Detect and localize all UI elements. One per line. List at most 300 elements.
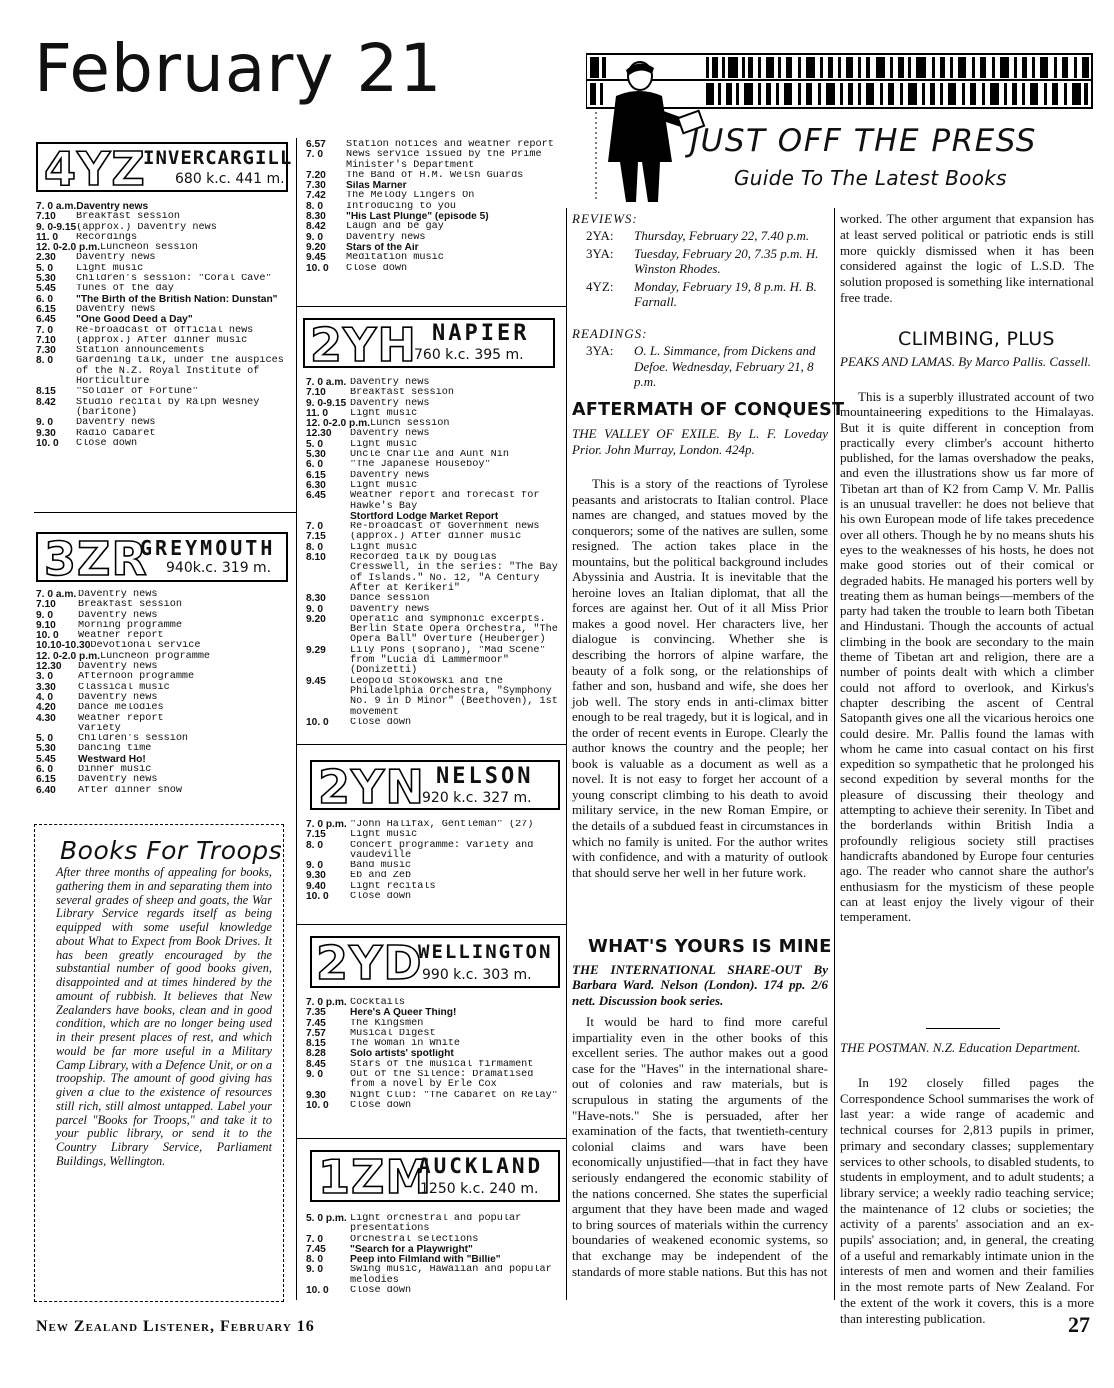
schedule-row	[306, 594, 560, 604]
schedule-row	[306, 243, 560, 253]
schedule-programme: Close down	[346, 263, 408, 274]
section-rule	[926, 1028, 1000, 1029]
schedule-row	[36, 590, 288, 600]
schedule-time: 7. 0 a.m.	[36, 589, 77, 600]
schedule-time: 8. 0	[306, 541, 323, 553]
schedule-programme: Morning programme	[78, 620, 182, 631]
schedule-time: 8. 0	[306, 200, 323, 212]
schedule-time: 7.30	[306, 180, 326, 192]
schedule-programme: Children's session	[78, 734, 189, 745]
schedule-row	[306, 718, 560, 728]
schedule-row	[36, 786, 288, 796]
schedule-time: 7.15	[306, 531, 326, 543]
schedule-programme: Close down	[76, 438, 138, 449]
schedule-row	[306, 253, 560, 263]
schedule-programme: Studio recital by Ralph Wesney (baritone)	[76, 397, 260, 418]
schedule-row	[36, 336, 288, 346]
schedule-programme: Daventry news	[76, 304, 156, 315]
schedule-row	[36, 295, 288, 305]
schedule-programme: Lily Pons (soprano), "Mad Scene" from "Lucia di Lammermoor" (Donizetti)	[350, 645, 546, 677]
schedule-row	[36, 264, 288, 274]
schedule-row	[36, 346, 288, 356]
schedule-row	[36, 253, 288, 263]
schedule-time: 7.57	[306, 1027, 326, 1039]
schedule-programme: Recorded talk by Douglas Cresswell, in the series: "The Bay of Islands." No. 12, "A Century After at Kerikeri"	[350, 553, 558, 594]
schedule-programme: Stortford Lodge Market Report	[350, 511, 499, 522]
schedule-time: 8.15	[306, 1038, 326, 1050]
schedule-programme: Breakfast session	[350, 388, 454, 399]
schedule-programme: Gardening talk, under the auspices of the N.Z. Royal Institute of Horticulture	[76, 356, 284, 388]
schedule-programme: "Search for a Playwright"	[350, 1244, 473, 1255]
schedule-time: 10. 0	[306, 1099, 329, 1111]
schedule-programme: Uncle Charlie and Aunt Nin	[350, 450, 509, 461]
section-rule	[296, 924, 566, 925]
schedule-row	[306, 202, 560, 212]
schedule-programme: Operatic and symphonic excerpts. Berlin State Opera Orchestra, "The Opera Ball" Overture (Heuberger)	[350, 614, 558, 646]
station-name: GREYMOUTH	[140, 536, 276, 560]
schedule-time: 8.10	[306, 552, 326, 564]
schedule-time: 7. 0 a.m.	[36, 201, 77, 212]
article-text-yours: It would be hard to find more careful impartiality even in the other books of this excellent series. The author makes out a good case for the "Haves" in the international share-out of colonies and raw materials, but is scrupulous in stating the arguments of the "Have-nots." She is persuaded, after her examination of the facts, that twentieth-century colonial claims and wars have been economically unjustified—that in fact they have seriously endangered the economic stability of the nations concerned. She states the superficial argument that they have been made and waged to bring sources of materials within the currency boundaries of weakened economic systems, so that exchange may be independent of the standards of more stable nations. But this has not	[572, 1014, 828, 1279]
schedule-row	[36, 611, 288, 621]
article-book-postman: THE POSTMAN. N.Z. Education Department.	[840, 1040, 1081, 1055]
schedule-programme: Devotional service	[90, 641, 201, 652]
schedule-row	[306, 553, 560, 594]
schedule-time: 6.45	[306, 490, 326, 502]
schedule-programme: Solo artists' spotlight	[350, 1049, 454, 1060]
schedule-programme: Night Club: "The Cabaret on Relay"	[350, 1090, 558, 1101]
schedule-time: 8.45	[306, 1058, 326, 1070]
schedule-time: 9.29	[306, 644, 326, 656]
article-text-conquest: This is a story of the reactions of Tyrolese peasants and aristocrats to Italian control. Place names are changed, and statues moved by the conquerors; some of the natives are sullen, some resigned. The action takes place in the mountains, but the political background includes Abyssinia and Austria. It is inevitable that the heroine loves an Italian diplomat, that all the forces are against her. Out of it all Miss Prior makes a good novel. Her characters live, her dialogue is convincing. Whether she is describing the horrors of alpine warfare, the beauty of a folk song, or the relationships of father and son, husband and wife, she does her job well. The story ends in anti-climax bitter enough to be real tragedy, but it is logical, and in the order of recent events in Europe. Clearly the author knows the country and the people; her book is valuable as a document as well as a novel. It is not easy to forget her account of a young conscript climbing to his death to avoid military service, in the new Roman Empire, or the details of a subdued feast in circumstances in which no family is united. For the author writes with confidence, and with a maturity of outlook that should serve her well in her future work.	[572, 476, 828, 880]
review-station: 4YZ:	[586, 278, 614, 294]
schedule-time: 3. 0	[36, 671, 53, 683]
schedule-programme: Introducing to you	[346, 201, 457, 212]
schedule-row	[306, 998, 560, 1008]
schedule-time: 9.45	[306, 675, 326, 687]
schedule-time: 5.45	[36, 283, 56, 295]
schedule-row	[36, 243, 288, 253]
schedule-programme: (approx.) Daventry news	[76, 222, 217, 233]
schedule-row	[36, 284, 288, 294]
schedule-time: 9.10	[36, 619, 56, 631]
schedule-time: 8. 0	[36, 355, 53, 367]
station-frequency: 680 k.c. 441 m.	[175, 171, 285, 187]
schedule-row	[306, 615, 560, 646]
schedule-row	[36, 398, 288, 419]
schedule-row	[36, 672, 288, 682]
schedule-programme: Breakfast session	[76, 212, 180, 223]
schedule-1zm	[306, 1214, 560, 1296]
review-detail: Monday, February 19, 8 p.m. H. B. Farnall.	[634, 278, 817, 309]
schedule-row	[306, 522, 560, 532]
schedule-time: 9. 0	[306, 603, 323, 615]
review-detail: Tuesday, February 20, 7.35 p.m. H. Winston Rhodes.	[634, 245, 819, 276]
schedule-time: 12.30	[306, 428, 332, 440]
schedule-programme: Eb and Zeb	[350, 871, 412, 882]
schedule-programme: Breakfast session	[78, 600, 182, 611]
schedule-row	[306, 419, 560, 429]
schedule-programme: Here's A Queer Thing!	[350, 1008, 457, 1019]
schedule-programme: Daventry news	[78, 662, 158, 673]
schedule-time: 7. 0	[306, 149, 323, 161]
schedule-row	[36, 744, 288, 754]
schedule-programme: "John Halifax, Gentleman" (27)	[350, 820, 534, 830]
schedule-time: 5.30	[36, 743, 56, 755]
article-heading-climbing: CLIMBING, PLUS	[898, 328, 1055, 350]
section-rule	[296, 1138, 566, 1139]
station-name: NAPIER	[432, 321, 530, 346]
schedule-programme: Recordings	[76, 232, 138, 243]
schedule-row	[306, 1029, 560, 1039]
reading-station: 3YA:	[586, 343, 614, 358]
schedule-row	[36, 621, 288, 631]
footer-left: New Zealand Listener, February 16	[36, 1318, 315, 1335]
schedule-time: 12. 0-2.0 p.m.	[306, 418, 370, 430]
schedule-time: 7.30	[36, 345, 56, 357]
schedule-time: 10. 0	[306, 891, 329, 903]
schedule-programme: Close down	[350, 1286, 412, 1297]
reading-detail: O. L. Simmance, from Dickens and Defoe. Wednesday, February 21, 8 p.m.	[634, 343, 816, 389]
schedule-programme: Daventry news	[350, 604, 430, 615]
schedule-continued	[306, 140, 560, 274]
schedule-row	[36, 326, 288, 336]
article-heading-conquest: AFTERMATH OF CONQUEST	[572, 400, 845, 420]
schedule-row	[306, 140, 560, 150]
schedule-programme: Classical music	[78, 682, 170, 693]
schedule-programme: Dinner music	[78, 765, 152, 776]
schedule-programme: Light music	[350, 830, 418, 841]
schedule-programme: Daventry news	[350, 378, 430, 388]
schedule-time: 7. 0 p.m.	[306, 997, 347, 1008]
station-frequency: 1250 k.c. 240 m.	[420, 1181, 539, 1197]
schedule-row	[36, 662, 288, 672]
schedule-programme: Station notices and weather report	[346, 140, 554, 150]
schedule-row	[36, 755, 288, 765]
schedule-programme: Close down	[350, 892, 412, 903]
schedule-time: 10. 0	[306, 716, 329, 728]
schedule-programme: Concert programme: Variety and vaudeville	[350, 840, 534, 861]
schedule-time: 7.45	[306, 1017, 326, 1029]
schedule-programme: Luncheon programme	[100, 651, 211, 662]
schedule-programme: Orchestral selections	[350, 1234, 479, 1245]
schedule-time: 7. 0 a.m.	[306, 377, 347, 388]
schedule-programme: "His Last Plunge" (episode 5)	[346, 212, 489, 223]
schedule-programme: Children's session: "Coral Cave"	[76, 274, 272, 285]
schedule-programme: Daventry news	[350, 470, 430, 481]
schedule-programme: Daventry news	[76, 202, 149, 212]
schedule-time: 9. 0	[306, 231, 323, 243]
schedule-row	[306, 378, 560, 388]
schedule-row	[306, 264, 560, 274]
schedule-programme: "The Japanese Houseboy"	[350, 460, 491, 471]
schedule-time: 12. 0-2.0 p.m.	[36, 242, 100, 254]
schedule-row	[36, 387, 288, 397]
schedule-programme: Daventry news	[76, 253, 156, 264]
schedule-3zr	[36, 590, 288, 796]
schedule-programme: Light recitals	[350, 881, 436, 892]
schedule-programme: Out of the Silence: Dramatised from a novel by Erle Cox	[350, 1070, 534, 1091]
schedule-time: 6.15	[36, 303, 56, 315]
schedule-programme: Daventry news	[78, 590, 158, 600]
schedule-time: 2.30	[36, 252, 56, 264]
schedule-row	[306, 841, 560, 862]
schedule-programme: Lunch session	[370, 419, 450, 430]
schedule-programme: Silas Marner	[346, 181, 407, 192]
schedule-row	[306, 171, 560, 181]
schedule-time: 5. 0	[306, 438, 323, 450]
schedule-time: 10. 0	[36, 437, 59, 449]
schedule-time: 9. 0	[36, 609, 53, 621]
press-heading: JUST OFF THE PRESS	[690, 123, 1037, 159]
schedule-row	[306, 861, 560, 871]
schedule-programme: "The Birth of the British Nation: Dunstan"	[76, 294, 278, 305]
schedule-programme: Re-broadcast of Government news	[350, 522, 540, 533]
station-callsign: 4YZ	[44, 142, 146, 196]
schedule-row	[306, 1091, 560, 1101]
schedule-programme: News service issued by the Prime Minister's Department	[346, 150, 542, 171]
station-callsign: 2YD	[316, 936, 423, 990]
schedule-row	[36, 714, 288, 724]
station-callsign: 2YH	[310, 318, 417, 372]
schedule-programme: Radio Cabaret	[76, 428, 156, 439]
schedule-row	[36, 683, 288, 693]
schedule-time: 8.30	[306, 211, 326, 223]
schedule-time: 6. 0	[36, 764, 53, 776]
schedule-programme: Light orchestral and popular presentations	[350, 1214, 522, 1235]
schedule-programme: Westward Ho!	[78, 754, 146, 765]
schedule-row	[36, 734, 288, 744]
schedule-programme: Afternoon programme	[78, 672, 195, 683]
schedule-row	[306, 1039, 560, 1049]
schedule-programme: Dance session	[350, 594, 430, 605]
schedule-time: 7.35	[306, 1007, 326, 1019]
schedule-row	[306, 1060, 560, 1070]
schedule-time: 6.15	[36, 774, 56, 786]
schedule-programme: Tunes of the day	[76, 284, 174, 295]
schedule-time: 12. 0-2.0 p.m.	[36, 650, 100, 662]
schedule-row	[36, 775, 288, 785]
schedule-row	[306, 440, 560, 450]
schedule-time: 5. 0 p.m.	[306, 1213, 347, 1224]
schedule-time: 5.30	[306, 449, 326, 461]
schedule-4yz	[36, 202, 288, 449]
station-frequency: 760 k.c. 395 m.	[414, 347, 524, 363]
schedule-row	[306, 150, 560, 171]
station-frequency: 920 k.c. 327 m.	[422, 790, 532, 806]
schedule-time: 5.30	[36, 273, 56, 285]
schedule-time: 5. 0	[36, 262, 53, 274]
schedule-time: 8.15	[36, 386, 56, 398]
schedule-time: 9.30	[306, 870, 326, 882]
section-rule	[296, 744, 566, 745]
station-callsign: 2YN	[318, 760, 425, 814]
schedule-programme: The Kingsmen	[350, 1018, 424, 1029]
schedule-row	[306, 871, 560, 881]
schedule-time: 10. 0	[306, 262, 329, 274]
schedule-programme: The Melody Lingers On	[346, 191, 475, 202]
schedule-time: 12.30	[36, 661, 62, 673]
schedule-row	[306, 882, 560, 892]
schedule-time: 9. 0	[306, 1264, 323, 1276]
schedule-time: 7.10	[36, 599, 56, 611]
readings-list	[572, 343, 828, 390]
schedule-row	[306, 892, 560, 902]
station-name: NELSON	[436, 764, 534, 789]
schedule-programme: (approx.) After dinner music	[350, 532, 522, 543]
column-rule	[296, 138, 297, 1300]
schedule-time: 5. 0	[36, 733, 53, 745]
schedule-row	[306, 191, 560, 201]
schedule-row	[306, 1101, 560, 1111]
schedule-programme: (approx.) After dinner music	[76, 335, 248, 346]
station-name: AUCKLAND	[418, 1154, 544, 1178]
article-book-yours: THE INTERNATIONAL SHARE-OUT By Barbara Ward. Nelson (London). 174 pp. 2/6 nett. Discussion book series.	[572, 962, 828, 1008]
schedule-time: 6.45	[36, 314, 56, 326]
schedule-row	[306, 1214, 560, 1235]
schedule-row	[306, 532, 560, 542]
schedule-row	[306, 450, 560, 460]
schedule-programme: Leopold Stokowski and the Philadelphia Orchestra, "Symphony No. 9 in D Minor" (Beethoven), 1st movement	[350, 676, 558, 718]
review-station: 3YA:	[586, 245, 614, 261]
schedule-time: 7.42	[306, 190, 326, 202]
press-subheading: Guide To The Latest Books	[734, 166, 1007, 190]
schedule-row	[306, 1008, 560, 1018]
schedule-time: 7. 0	[306, 1233, 323, 1245]
schedule-time: 4.20	[36, 702, 56, 714]
schedule-row	[306, 181, 560, 191]
schedule-programme: Daventry news	[350, 429, 430, 440]
schedule-programme: Daventry news	[78, 692, 158, 703]
schedule-row	[306, 543, 560, 553]
schedule-programme: Daventry news	[78, 610, 158, 621]
schedule-time: 9.45	[306, 252, 326, 264]
schedule-time: 7.45	[306, 1243, 326, 1255]
schedule-row	[306, 512, 560, 522]
schedule-time: 6. 0	[306, 459, 323, 471]
schedule-programme: Light music	[350, 439, 418, 450]
schedule-time: 6. 0	[36, 293, 53, 305]
schedule-row	[306, 1265, 560, 1286]
schedule-time: 6.40	[36, 784, 56, 796]
schedule-programme: Daventry news	[346, 232, 426, 243]
column-rule	[566, 208, 567, 1300]
schedule-programme: Light music	[350, 480, 418, 491]
schedule-time: 7.10	[306, 387, 326, 399]
schedule-time: 7.10	[36, 334, 56, 346]
troops-text: After three months of appealing for books, gathering them in and separating them into several grades of sheep and goats, the War Library Service regards itself as being equipped with some useful knowledge about What to Expect from Book Drives. It has been greatly encouraged by the substantial number of good books given, disappointed and at times hindered by the amount of rubbish. It believes that New Zealanders have books, clean and in good condition, which are no longer being used in their present places of rest, and which would be far more useful in a Military Camp Library, with a Defence Unit, or on a troopship. The amount of good giving has given a clue to the existence of resources still rich, still almost untapped. Label your parcel "Books for Troops," and take it to your public library, or send it to the Country Library Service, Parliament Buildings, Wellington.	[56, 865, 272, 1168]
schedule-programme: Light music	[350, 408, 418, 419]
page-number: 27	[1068, 1312, 1090, 1337]
schedule-row	[306, 1049, 560, 1059]
schedule-row	[36, 600, 288, 610]
reader-figure	[596, 62, 704, 202]
schedule-time: 8.28	[306, 1048, 326, 1060]
schedule-row	[306, 212, 560, 222]
schedule-programme: Station announcements	[76, 346, 205, 357]
schedule-programme: Weather report	[78, 713, 164, 724]
schedule-time: 11. 0	[36, 231, 59, 243]
schedule-row	[36, 765, 288, 775]
schedule-programme: Peep into Filmland with "Billie"	[350, 1255, 501, 1266]
schedule-time: 9.20	[306, 241, 326, 253]
article-text-climbing: This is a superbly illustrated account of two mountaineering expeditions to the Himalayas. But it is quite different in conception from practically every climber's account hitherto published, for the lamas overshadow the peaks, and even the illustrations show us far more of Tibetan art than of K2 from Camp V. Mr. Pallis is an unusual traveller: he does not believe that his own European mode of life takes precedence over all others. Though he by no means shuts his eyes to the weaknesses of his hosts, he does not make good stories out of their comical or degraded habits. He managed his porters well by treating them as human beings—members of the party had taken the trouble to learn both Tibetan and Hindustani. Though the accounts of actual climbing in the book are secondary to the main theme of Tibetan art and religion, there are a number of points dealt with which a climber could not afford to overlook, and Kirkus's chapter describing the ascent of Central Satopanth gives one all the vicarious heroics one could desire. Mr. Pallis found the lamas with whom he came into casual contact on his first expedition so sympathetic that he prolonged his second expedition by several months for the pleasure of discussing their theology and attempting to achieve their serenity. In Tibet and the borderlands within British India a profoundly religious society still practises handicrafts abandoned by Europe four centuries ago. The reader who cannot share the author's enthusiasm for the mysticism of these people can at least enjoy the lively vigour of their temperament.	[840, 389, 1094, 925]
article-heading-yours: WHAT'S YOURS IS MINE	[588, 936, 832, 957]
schedule-programme: Close down	[350, 1100, 412, 1111]
schedule-programme: Daventry news	[76, 418, 156, 429]
troops-heading: Books For Troops	[60, 836, 283, 865]
schedule-row	[306, 471, 560, 481]
schedule-programme: The Band of H.M. Welsh Guards	[346, 170, 524, 181]
schedule-time: 9.30	[306, 1089, 326, 1101]
schedule-programme: "Soldier of Fortune"	[76, 387, 199, 398]
schedule-row	[36, 223, 288, 233]
article-book-climbing: PEAKS AND LAMAS. By Marco Pallis. Cassell.	[840, 354, 1091, 369]
schedule-time: 7. 0	[306, 521, 323, 533]
article-text-col4-top: worked. The other argument that expansion has at least served political or patriotic ends is still more quickly dismissed when it has been considered against the logic of L.S.D. The solution proposed is something like international free trade.	[840, 211, 1094, 305]
schedule-row	[306, 481, 560, 491]
schedule-row	[306, 1235, 560, 1245]
schedule-programme: Meditation music	[346, 253, 444, 264]
schedule-row	[306, 233, 560, 243]
section-rule	[296, 306, 566, 307]
schedule-programme: Re-broadcast of official news	[76, 325, 254, 336]
station-callsign: 3ZR	[44, 532, 148, 586]
schedule-programme: Cocktails	[350, 998, 406, 1008]
schedule-row	[306, 429, 560, 439]
schedule-time: 7. 0 p.m.	[306, 819, 347, 830]
schedule-row	[306, 222, 560, 232]
schedule-programme: Daventry news	[350, 398, 430, 409]
schedule-row	[306, 677, 560, 718]
schedule-row	[306, 1286, 560, 1296]
schedule-time: 9. 0-9.15	[306, 397, 347, 409]
schedule-row	[306, 1255, 560, 1265]
schedule-time: 7.15	[306, 829, 326, 841]
schedule-time: 4.30	[36, 712, 56, 724]
schedule-row	[36, 418, 288, 428]
station-name: WELLINGTON	[418, 941, 553, 963]
schedule-row	[36, 274, 288, 284]
schedule-row	[306, 820, 560, 830]
schedule-row	[36, 202, 288, 212]
schedule-time: 10. 0	[36, 630, 59, 642]
column-rule	[834, 208, 835, 1300]
schedule-time: 8.30	[306, 593, 326, 605]
schedule-time: 3.30	[36, 681, 56, 693]
schedule-row	[36, 315, 288, 325]
article-text-postman: In 192 closely filled pages the Correspondence School summarises the work of last year: a wide range of academic and technical courses for 2,813 pupils in primer, primary and secondary classes; supplementary services to other schools, to disabled students, to students in employment, and to adult students; a library service; a weekly radio teaching service; the maintenance of 12 clubs or societies; the activity of a parents' association and an ex-pupils' association; and, in general, the creating of a useful and remarkably intimate union in the interests of men and women and their families in the most remote parts of New Zealand. For the extent of the work it covers, this is a more than interesting publication.	[840, 1075, 1094, 1326]
schedule-2yd	[306, 998, 560, 1111]
schedule-time: 9. 0	[306, 1069, 323, 1081]
schedule-time: 10. 0	[306, 1285, 329, 1297]
review-detail: Thursday, February 22, 7.40 p.m.	[634, 228, 810, 243]
schedule-row	[306, 491, 560, 512]
schedule-time: 9. 0-9.15	[36, 221, 77, 233]
schedule-time: 6.57	[306, 139, 326, 150]
section-rule	[34, 512, 296, 513]
review-station: 2YA:	[586, 228, 614, 243]
schedule-time: 9. 0	[306, 860, 323, 872]
schedule-programme: Band music	[350, 861, 412, 872]
schedule-row	[306, 646, 560, 677]
schedule-row	[306, 460, 560, 470]
schedule-programme: "One Good Deed a Day"	[76, 315, 193, 326]
schedule-programme: Daventry news	[78, 775, 158, 786]
schedule-row	[36, 356, 288, 387]
schedule-programme: Variety	[78, 723, 121, 734]
station-callsign: 1ZM	[318, 1150, 433, 1204]
